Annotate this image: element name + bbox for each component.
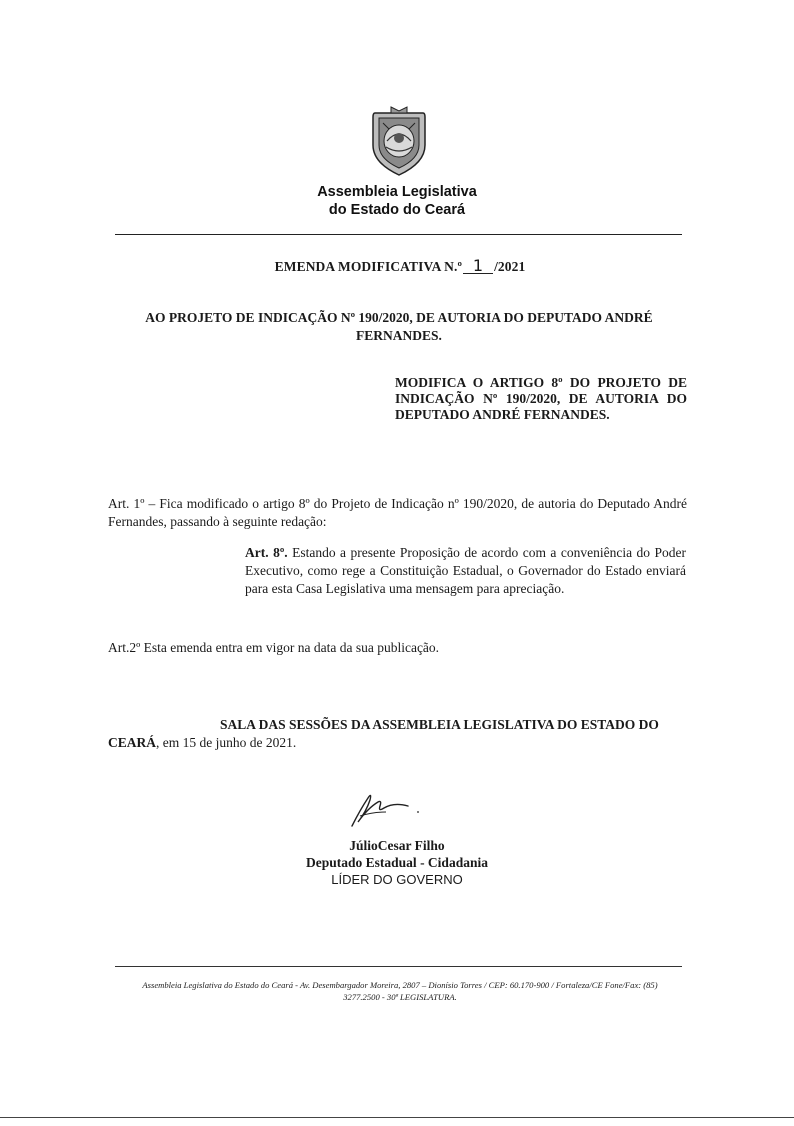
ementa: MODIFICA O ARTIGO 8º DO PROJETO DE INDICAÇÃO Nº 190/2020, DE AUTORIA DO DEPUTADO ANDRÉ FERNANDES. (395, 375, 687, 422)
footer-address-line1: Assembleia Legislativa do Estado do Ceará - Av. Desembargador Moreira, 2807 – Dionísio Torres / CEP: 60.170-900 / Fortaleza/CE Fone/Fax: (85) (142, 980, 658, 990)
article-1: Art. 1º – Fica modificado o artigo 8º do Projeto de Indicação nº 190/2020, de autoria do Deputado André Fernandes, passando à seguinte redação: (108, 496, 687, 529)
institution-name-line2: do Estado do Ceará (328, 202, 466, 218)
institution-name-line1: Assembleia Legislativa (317, 184, 477, 200)
header-divider (115, 234, 682, 235)
session-closing-ceara: CEARÁ (108, 735, 157, 750)
footer-divider (115, 966, 682, 967)
article-8-label: Art. 8º. (245, 545, 288, 560)
page-bottom-line (0, 1117, 794, 1118)
amendment-title (120, 256, 680, 275)
footer-address (110, 979, 690, 1003)
article-8-text (245, 544, 686, 598)
signer-name: JúlioCesar Filho (349, 838, 445, 853)
signer-role: Deputado Estadual - Cidadania (306, 855, 488, 870)
article-8-body: Estando a presente Proposição de acordo com a conveniência do Poder Executivo, como rege a Constituição Estadual, o Governador do Estado enviará para esta Casa Legislativa uma mensagem para apreciação. (245, 545, 686, 596)
handwritten-signature-icon (338, 790, 428, 830)
session-closing (108, 716, 688, 752)
signer-post: LÍDER DO GOVERNO (331, 872, 463, 887)
amendment-title-prefix: EMENDA MODIFICATIVA N.º (274, 259, 463, 274)
coat-of-arms-icon (369, 105, 429, 177)
footer-address-line2: 3277.2500 - 30ª LEGISLATURA. (343, 992, 457, 1002)
project-title: AO PROJETO DE INDICAÇÃO Nº 190/2020, DE AUTORIA DO DEPUTADO ANDRÉ FERNANDES. (145, 310, 653, 343)
article-2: Art.2º Esta emenda entra em vigor na data da sua publicação. (108, 640, 440, 655)
amendment-title-suffix: /2021 (494, 259, 526, 274)
session-closing-line1: SALA DAS SESSÕES DA ASSEMBLEIA LEGISLATIVA DO ESTADO DO (220, 717, 659, 732)
session-closing-date: , em 15 de junho de 2021. (156, 735, 297, 750)
amendment-number: 1 (463, 259, 493, 274)
